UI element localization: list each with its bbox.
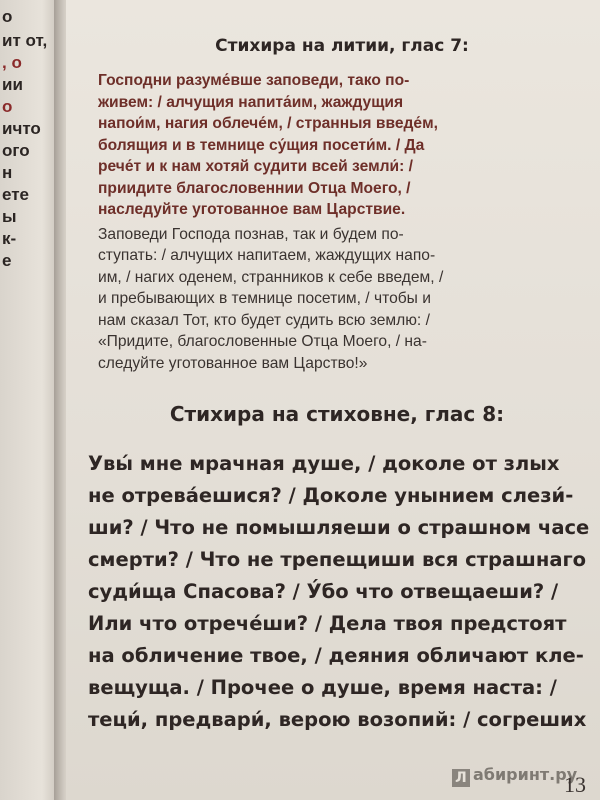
section2-text: [88, 448, 590, 736]
left-page-line: ого: [2, 141, 30, 160]
text-line: и пребывающих в темнице посетим, / чтобы и: [98, 290, 431, 307]
text-line: ступать: / алчущих напитаем, жаждущих напо-: [98, 247, 436, 264]
text-line: болящия и в темнице су́щия посети́м. / Да: [98, 136, 425, 154]
labirint-logo-icon: Л: [452, 769, 470, 787]
left-page-line: о: [2, 7, 13, 26]
left-page-edge: [0, 0, 60, 800]
text-line: ши? / Что не помышляеши о страшном часе: [88, 516, 590, 539]
text-line: на обличение твое, / деяния обличают кле-: [88, 644, 584, 667]
labirint-watermark: [452, 765, 577, 787]
text-line: суди́ща Спасова? / У́бо что отвещаеши? /: [88, 580, 559, 603]
left-page-line: ит от,: [2, 31, 48, 50]
text-line: Господни разуме́вше заповеди, тако по-: [98, 72, 410, 89]
text-line: Заповеди Господа познав, так и будем по-: [98, 225, 404, 243]
text-line: наследуйте уготованное вам Царствие.: [98, 201, 406, 218]
left-page-line: о: [2, 97, 13, 116]
text-line: следуйте уготованное вам Царство!»: [98, 354, 368, 372]
text-line: Или что отрече́ши? / Дела твоя предстоят: [88, 612, 567, 635]
left-page-line: ете: [2, 185, 30, 204]
book-page: [66, 0, 600, 800]
section1-translation-text: [88, 224, 586, 375]
section1-heading: Стихира на литии, глас 7:: [215, 36, 469, 56]
left-page-line: ичто: [2, 119, 41, 138]
text-line: рече́т и к нам хотяй судити всей земли́: /: [98, 158, 413, 175]
text-line: теци́, предвари́, верою возопий: / согреших: [88, 708, 587, 731]
page-content: [88, 30, 590, 736]
watermark-text: абиринт.ру: [473, 765, 578, 784]
page-number: 13: [564, 772, 586, 797]
text-line: живем: / алчущия напита́им, жаждущия: [98, 93, 404, 111]
left-page-line: н: [2, 163, 13, 182]
left-page-line: ы: [2, 207, 17, 226]
section2-heading: Стихира на стиховне, глас 8:: [169, 402, 505, 426]
text-line: нам сказал Тот, кто будет судить всю землю: /: [98, 311, 430, 329]
text-line: им, / нагих оденем, странников к себе введем, /: [98, 268, 444, 286]
text-line: смерти? / Что не трепещиши вся страшнаго: [88, 548, 587, 571]
text-line: напои́м, нагия облече́м, / странныя введе́м,: [98, 115, 438, 132]
section1-slavonic-text: [88, 70, 586, 221]
left-page-line: , о: [2, 53, 22, 72]
text-line: «Придите, благословенные Отца Моего, / на-: [98, 333, 427, 350]
text-line: вещуща. / Прочее о душе, время наста: /: [88, 676, 557, 699]
left-page-line: к-: [2, 229, 17, 248]
left-page-line: ии: [2, 75, 23, 94]
text-line: не отрева́ешися? / Доколе унынием слези́-: [88, 484, 574, 507]
text-line: Увы́ мне мрачная душе, / доколе от злых: [88, 452, 560, 475]
left-page-line: е: [2, 251, 12, 270]
text-line: приидите благословеннии Отца Моего, /: [98, 179, 411, 197]
